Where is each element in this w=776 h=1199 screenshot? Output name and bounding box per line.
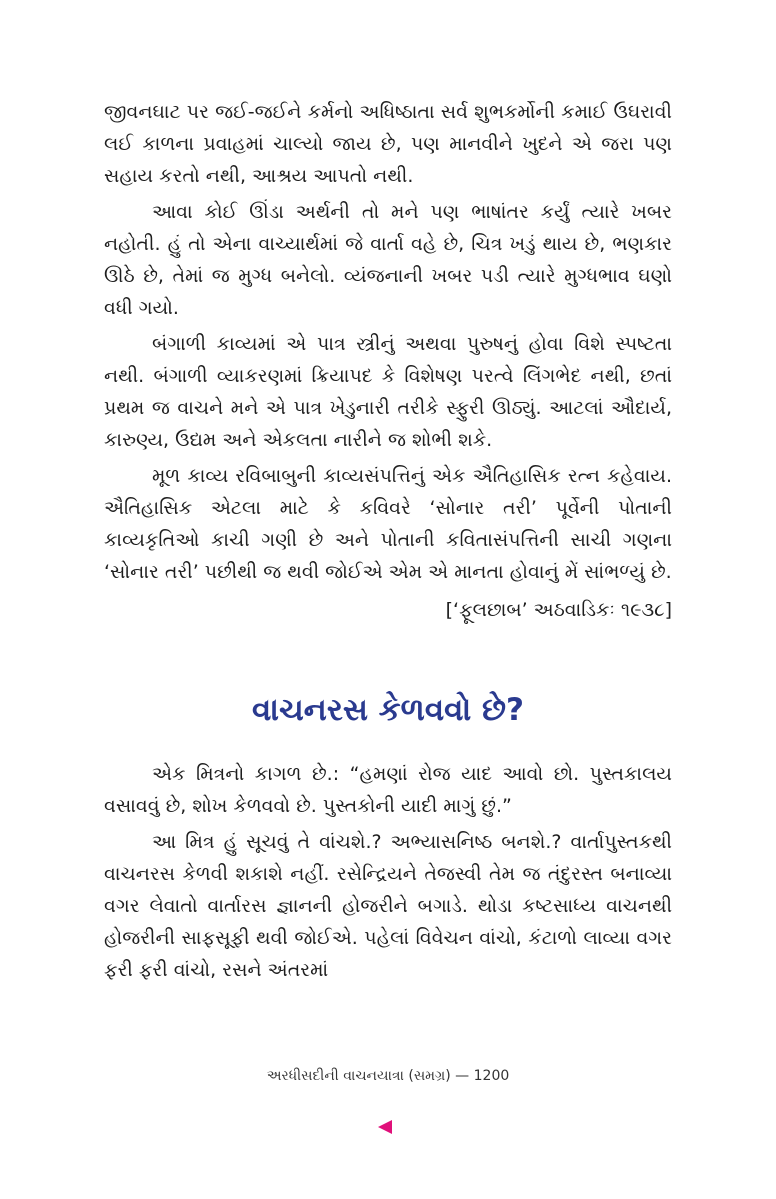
page-footer: અરધીસદીની વાચનયાત્રા (સમગ્ર) — 1200	[266, 1068, 510, 1084]
source-citation: [‘ફૂલછાબ’ અઠવાડિકઃ ૧૯૩૮]	[445, 599, 672, 621]
paragraph: આવા કોઈ ઊંડા અર્થની તો મને પણ ભાષાંતર કર્યું ત્યારે ખબર નહોતી. હું તો એના વાચ્યાર્થમાં જે વાર્તા વહે છે, ચિત્ર ખડું થાય છે, ભણકાર ઊઠે છે, તેમાં જ મુગ્ધ બનેલો. વ્યંજનાની ખબર પડી ત્યારે મુગ્ધભાવ ઘણો વધી ગયો.	[104, 201, 672, 319]
page-content	[104, 96, 672, 990]
previous-page-icon[interactable]	[378, 1120, 392, 1134]
paragraph: બંગાળી કાવ્યમાં એ પાત્ર સ્ત્રીનું અથવા પુરુષનું હોવા વિશે સ્પષ્ટતા નથી. બંગાળી વ્યાકરણમાં ક્રિયાપદ કે વિશેષણ પરત્વે લિંગભેદ નથી, છતાં પ્રથમ જ વાચને મને એ પાત્ર ખેડુનારી તરીકે સ્ફુરી ઊઠ્યું. આટલાં ઔદાર્ય, કારુણ્ય, ઉદ્યમ અને એકલતા નારીને જ શોભી શકે.	[104, 333, 672, 451]
paragraph: એક મિત્રનો કાગળ છે.: “હમણાં રોજ યાદ આવો છો. પુસ્તકાલય વસાવવું છે, શોખ કેળવવો છે. પુસ્તકોની યાદી માગું છું.”	[104, 763, 672, 817]
section-heading: વાચનરસ કેળવવો છે?	[252, 692, 524, 728]
paragraph: આ મિત્ર હું સૂચવું તે વાંચશે.? અભ્યાસનિષ્ઠ બનશે.? વાર્તાપુસ્તકથી વાચનરસ કેળવી શકાશે નહીં. રસેન્દ્રિયને તેજસ્વી તેમ જ તંદુરસ્ત બનાવ્યા વગર લેવાતો વાર્તારસ જ્ઞાનની હોજરીને બગાડે. થોડા કષ્ટસાધ્ય વાચનથી હોજરીની સાફસૂફી થવી જોઈએ. પહેલાં વિવેચન વાંચો, કંટાળો લાવ્યા વગર ફરી ફરી વાંચો, રસને અંતરમાં	[104, 831, 672, 981]
paragraph: જીવનઘાટ પર જઈ-જઈને કર્મનો અધિષ્ઠાતા સર્વ શુભકર્મોની કમાઈ ઉઘરાવી લઈ કાળના પ્રવાહમાં ચાલ્યો જાય છે, પણ માનવીને ખુદને એ જરા પણ સહાય કરતો નથી, આશ્રય આપતો નથી.	[104, 101, 672, 187]
paragraph: મૂળ કાવ્ય રવિબાબુની કાવ્યસંપત્તિનું એક ઐતિહાસિક રત્ન કહેવાય. ઐતિહાસિક એટલા માટે કે કવિવરે ‘સોનાર તરી’ પૂર્વેની પોતાની કાવ્યકૃતિઓ કાચી ગણી છે અને પોતાની કવિતાસંપત્તિની સાચી ગણના ‘સોનાર તરી’ પછીથી જ થવી જોઈએ એમ એ માનતા હોવાનું મેં સાંભળ્યું છે.	[104, 465, 672, 583]
